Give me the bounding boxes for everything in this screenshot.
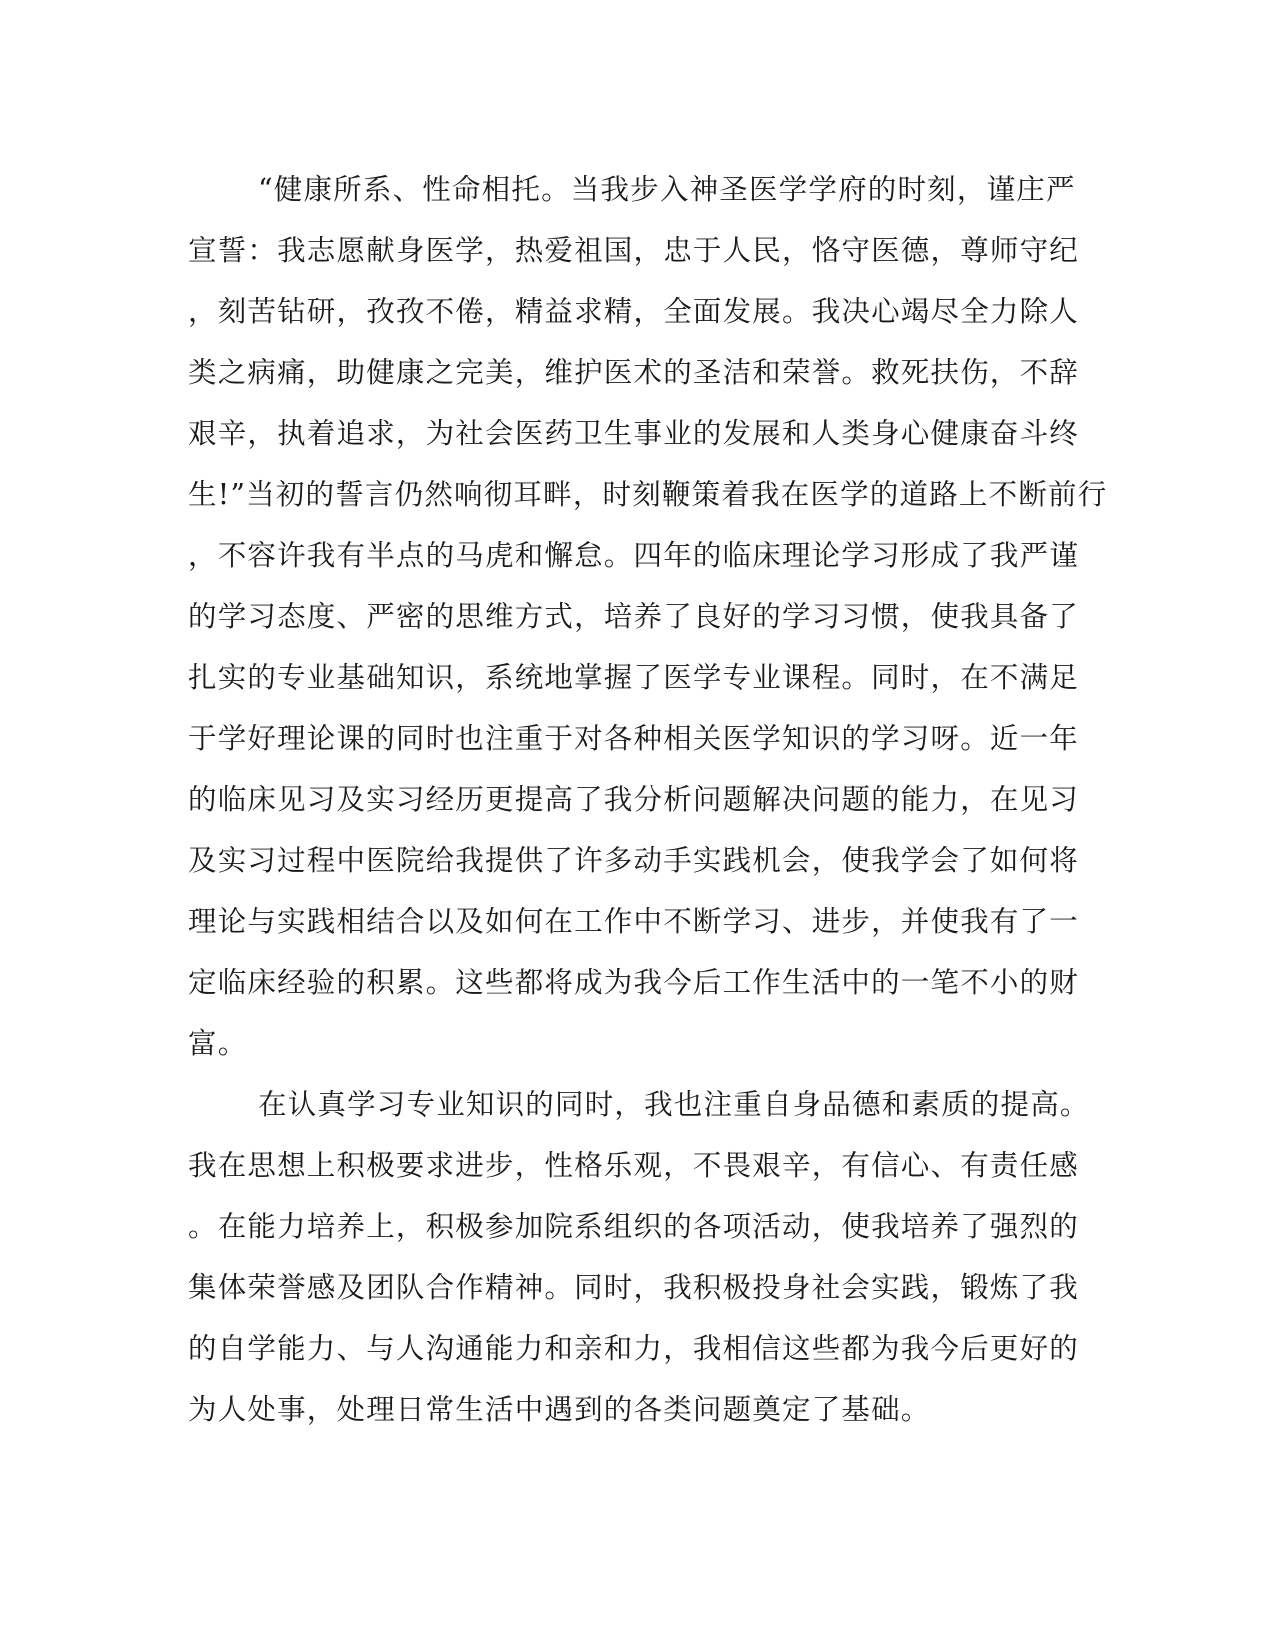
paragraph-line: 艰辛，执着追求，为社会医药卫生事业的发展和人类身心健康奋斗终: [188, 417, 1080, 450]
paragraph-line: 我在思想上积极要求进步，性格乐观，不畏艰辛，有信心、有责任感: [188, 1149, 1080, 1182]
paragraph-line: 生!”当初的誓言仍然响彻耳畔，时刻鞭策着我在医学的道路上不断前行: [188, 478, 1108, 511]
paragraph-line: 的临床见习及实习经历更提高了我分析问题解决问题的能力，在见习: [188, 783, 1080, 816]
paragraph-line: 的自学能力、与人沟通能力和亲和力，我相信这些都为我今后更好的: [188, 1332, 1080, 1365]
paragraph-line: 的学习态度、严密的思维方式，培养了良好的学习习惯，使我具备了: [188, 600, 1080, 633]
paragraph-line: 在认真学习专业知识的同时，我也注重自身品德和素质的提高。: [258, 1088, 1090, 1121]
paragraph-line: 。在能力培养上，积极参加院系组织的各项活动，使我培养了强烈的: [188, 1210, 1080, 1243]
paragraph-line: 扎实的专业基础知识，系统地掌握了医学专业课程。同时，在不满足: [188, 661, 1080, 694]
paragraph-line: 为人处事，处理日常生活中遇到的各类问题奠定了基础。: [188, 1393, 931, 1426]
paragraph-line: 集体荣誉感及团队合作精神。同时，我积极投身社会实践，锻炼了我: [188, 1271, 1080, 1304]
paragraph-line: 定临床经验的积累。这些都将成为我今后工作生活中的一笔不小的财: [188, 966, 1080, 999]
paragraph-line: ，刻苦钻研，孜孜不倦，精益求精，全面发展。我决心竭尽全力除人: [188, 295, 1080, 328]
paragraph-line: “健康所系、性命相托。当我步入神圣医学学府的时刻，谨庄严: [258, 173, 1076, 206]
paragraph-line: 理论与实践相结合以及如何在工作中不断学习、进步，并使我有了一: [188, 905, 1080, 938]
paragraph-line: 宣誓：我志愿献身医学，热爱祖国，忠于人民，恪守医德，尊师守纪: [188, 234, 1080, 267]
paragraph-line: 及实习过程中医院给我提供了许多动手实践机会，使我学会了如何将: [188, 844, 1080, 877]
paragraph-line: 于学好理论课的同时也注重于对各种相关医学知识的学习呀。近一年: [188, 722, 1080, 755]
paragraph-line: 类之病痛，助健康之完美，维护医术的圣洁和荣誉。救死扶伤，不辞: [188, 356, 1080, 389]
paragraph-line: 富。: [188, 1027, 248, 1060]
paragraph-line: ，不容许我有半点的马虎和懈怠。四年的临床理论学习形成了我严谨: [188, 539, 1080, 572]
